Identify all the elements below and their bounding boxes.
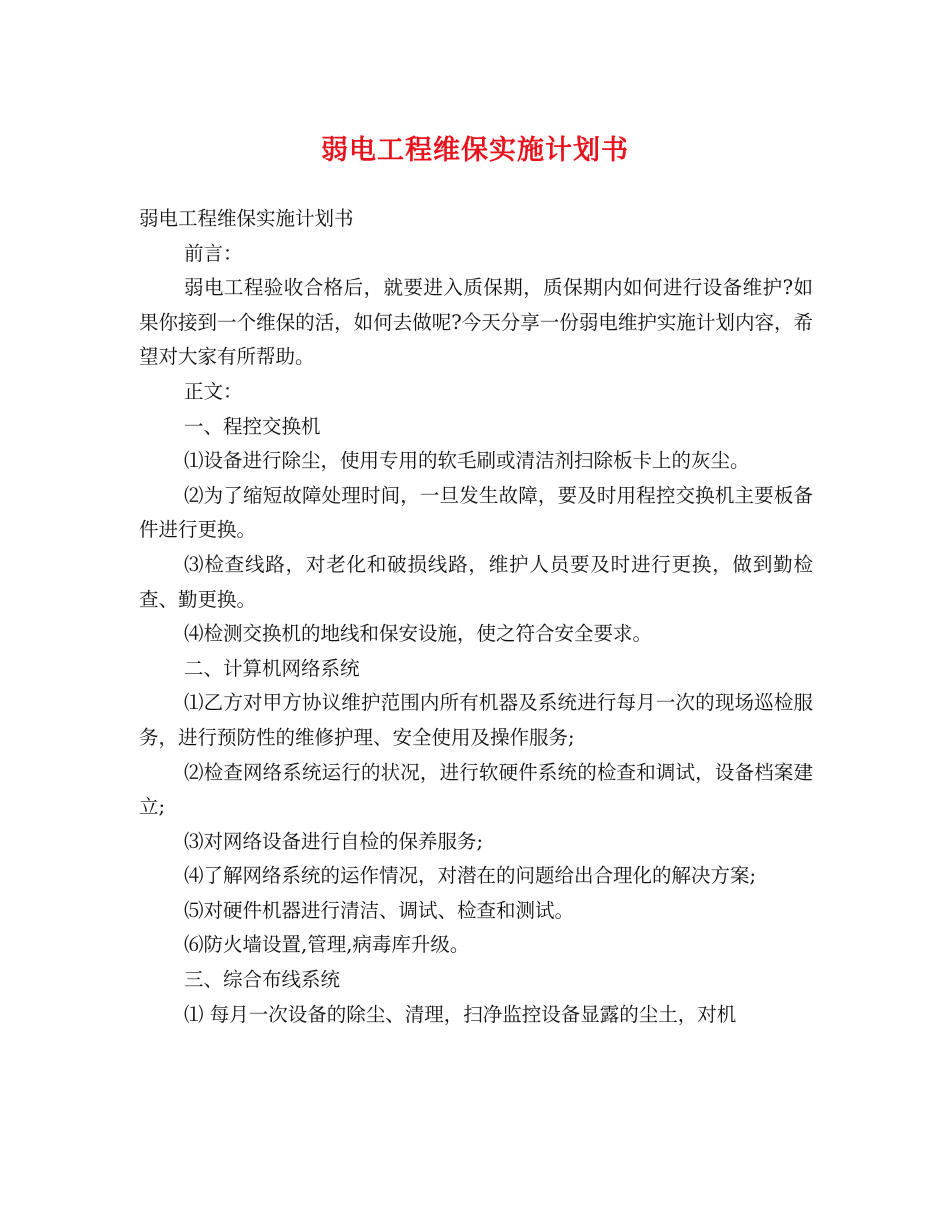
paragraph: ⑹防火墙设置,管理,病毒库升级。 <box>184 933 470 957</box>
paragraph: ⑴ 每月一次设备的除尘、清理，扫净监控设备显露的尘土，对机 <box>184 1002 737 1026</box>
paragraph: ⑶对网络设备进行自检的保养服务; <box>184 829 484 853</box>
paragraph: 二、计算机网络系统 <box>184 656 360 680</box>
paragraph: ⑴设备进行除尘，使用专用的软毛刷或清洁剂扫除板卡上的灰尘。 <box>184 449 750 473</box>
paragraph: 一、程控交换机 <box>184 414 321 438</box>
paragraph: ⑷检测交换机的地线和保安设施，使之符合安全要求。 <box>184 622 653 646</box>
paragraph: ⑴乙方对甲方协议维护范围内所有机器及系统进行每月一次的现场巡检服务，进行预防性的维修护理、安全使用及操作服务; <box>139 691 813 749</box>
document-body <box>139 202 813 1032</box>
document-title: 弱电工程维保实施计划书 <box>321 135 629 166</box>
paragraph: ⑵检查网络系统运行的状况，进行软硬件系统的检查和调试，设备档案建立; <box>139 760 813 819</box>
paragraph: 弱电工程验收合格后，就要进入质保期，质保期内如何进行设备维护?如果你接到一个维保的活，如何去做呢?今天分享一份弱电维护实施计划内容，希望对大家有所帮助。 <box>139 276 813 369</box>
paragraph: 正文： <box>184 379 243 403</box>
paragraph: ⑶检查线路，对老化和破损线路，维护人员要及时进行更换，做到勤检查、勤更换。 <box>139 552 813 611</box>
paragraph: 三、综合布线系统 <box>184 968 341 992</box>
paragraph: 前言： <box>184 241 243 265</box>
paragraph: ⑵为了缩短故障处理时间，一旦发生故障，要及时用程控交换机主要板备件进行更换。 <box>139 483 813 542</box>
paragraph: ⑸对硬件机器进行清洁、调试、检查和测试。 <box>184 898 575 922</box>
paragraph: 弱电工程维保实施计划书 <box>139 207 354 230</box>
paragraph: ⑷了解网络系统的运作情况，对潜在的问题给出合理化的解决方案; <box>184 864 757 888</box>
